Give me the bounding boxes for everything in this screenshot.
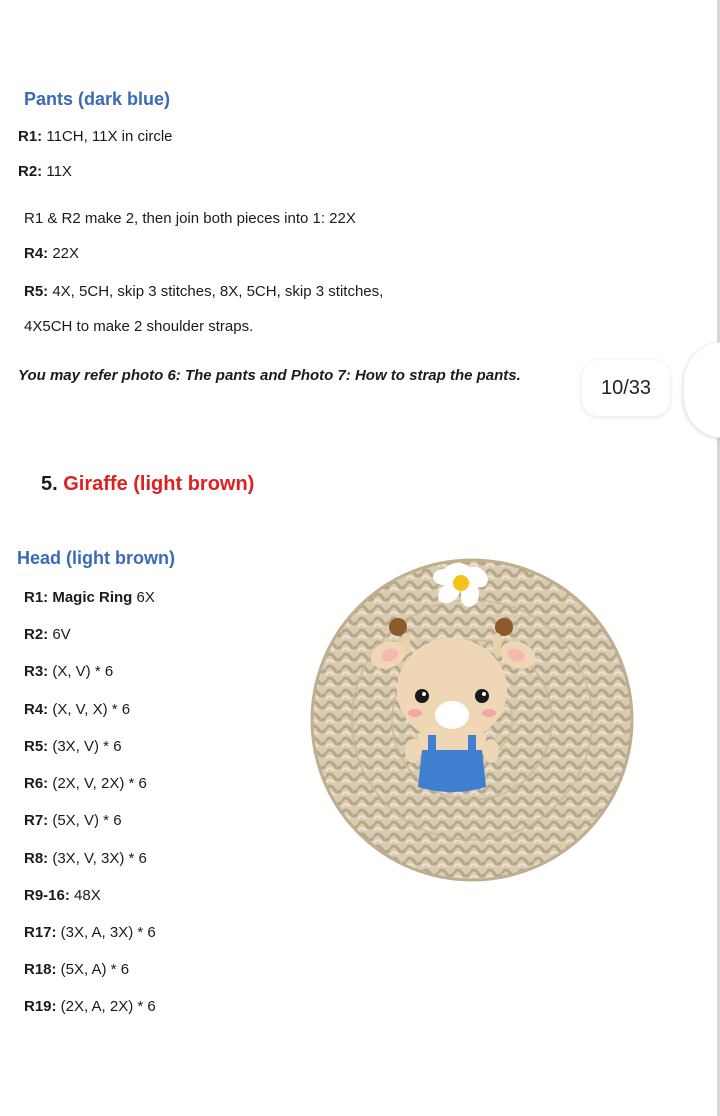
row-text: (3X, A, 3X) * 6 (56, 924, 156, 941)
row-label: R4: (24, 701, 49, 718)
row-text: (5X, V) * 6 (48, 812, 122, 829)
row-text: 48X (69, 887, 101, 904)
head-row (24, 589, 155, 606)
row-label: R3: (24, 663, 49, 680)
row-text: 6V (48, 626, 71, 643)
row-text: 11CH, 11X in circle (42, 128, 173, 145)
head-row (24, 998, 156, 1015)
row-text: (3X, V, 3X) * 6 (48, 850, 147, 867)
head-row (24, 961, 129, 978)
row-text: 22X (48, 245, 80, 262)
row-label: R9-16: (24, 887, 70, 904)
pants-note: You may refer photo 6: The pants and Photo 7: How to strap the pants. (18, 367, 521, 384)
row-label: R1: (18, 128, 43, 145)
row-text: (2X, V, 2X) * 6 (48, 775, 147, 792)
head-heading: Head (light brown) (17, 548, 175, 568)
row-label: R17: (24, 924, 57, 941)
pants-heading: Pants (dark blue) (24, 89, 171, 109)
row-label: R2: (24, 626, 49, 643)
row-label: R8: (24, 850, 49, 867)
row-text: (5X, A) * 6 (56, 961, 130, 978)
row-label: R6: (24, 775, 49, 792)
head-row (24, 663, 113, 680)
section-number: 5. (41, 473, 58, 495)
head-row (24, 924, 156, 941)
row-label: R19: (24, 998, 57, 1015)
pants-row-r1 (18, 128, 173, 145)
head-row (24, 887, 101, 904)
row-text: (2X, A, 2X) * 6 (56, 998, 156, 1015)
row-text: (3X, V) * 6 (48, 738, 122, 755)
page-indicator: 10/33 (582, 360, 670, 416)
pants-row-join (24, 210, 356, 227)
row-label: R1: Magic Ring (24, 589, 133, 606)
row-label: R18: (24, 961, 57, 978)
pants-row-r4 (24, 245, 79, 262)
section-title (41, 473, 254, 496)
row-text: 4X5CH to make 2 shoulder straps. (24, 318, 254, 335)
section-title-text: Giraffe (light brown) (63, 473, 255, 495)
scroll-handle[interactable] (684, 342, 720, 438)
head-row (24, 738, 122, 755)
row-label: R2: (18, 163, 43, 180)
row-label: R7: (24, 812, 49, 829)
pants-row-r2 (18, 163, 72, 180)
row-text: 11X (42, 163, 72, 180)
pants-row-r5 (24, 283, 383, 300)
row-text: 6X (132, 589, 155, 606)
pants-row-r5-cont (24, 318, 253, 335)
head-row (24, 812, 122, 829)
head-row (24, 850, 147, 867)
row-text: R1 & R2 make 2, then join both pieces into 1: 22X (24, 210, 356, 227)
head-row (24, 775, 147, 792)
head-row (24, 626, 71, 643)
row-text: (X, V, X) * 6 (48, 701, 131, 718)
row-text: 4X, 5CH, skip 3 stitches, 8X, 5CH, skip 3 stitches, (48, 283, 384, 300)
giraffe-photo (310, 555, 635, 885)
row-text: (X, V) * 6 (48, 663, 114, 680)
row-label: R5: (24, 738, 49, 755)
row-label: R5: (24, 283, 49, 300)
row-label: R4: (24, 245, 49, 262)
head-row (24, 701, 130, 718)
